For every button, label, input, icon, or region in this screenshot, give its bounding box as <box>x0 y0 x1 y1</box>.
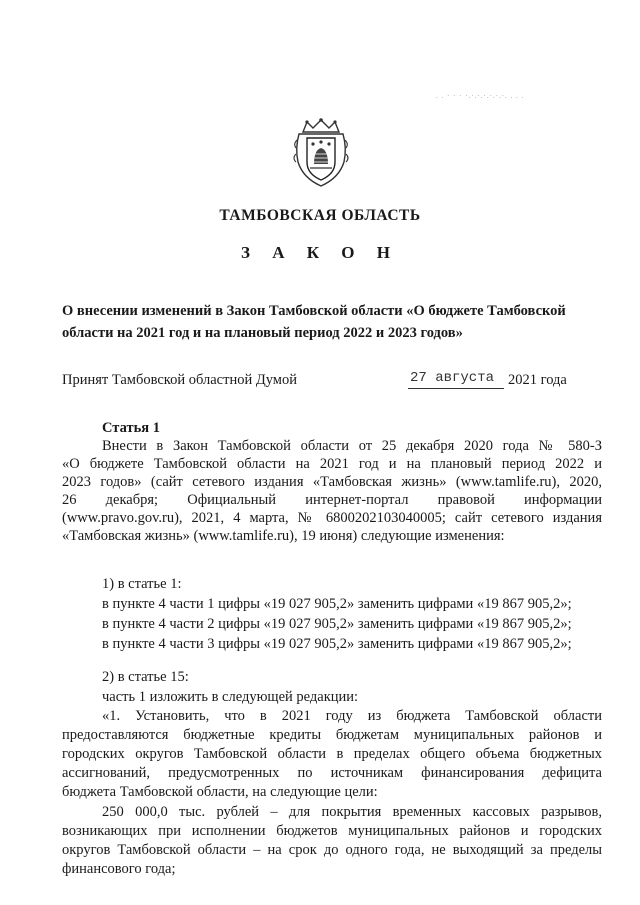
quote-line: предоставляются бюджетные кредиты бюджетам муниципальных районов и <box>62 727 602 743</box>
registration-stamp: . . · · · ·.·.·.·.·.·.·. . . . <box>436 92 525 100</box>
adopted-label: Принят Тамбовской областной Думой <box>62 372 297 388</box>
adopted-date-underline <box>408 388 504 389</box>
amount-line: возникающих при исполнении бюджетов муниципальных районов и городских <box>62 823 602 839</box>
article-intro-line: «О бюджете Тамбовской области на 2021 год и на плановый период 2022 и <box>62 456 602 472</box>
law-heading: О внесении изменений в Закон Тамбовской области «О бюджете Тамбовской области на 2021 год и на плановый период 2022 и 2023 годов» <box>62 303 566 341</box>
item-1-label: 1) в статье 1: <box>102 576 182 592</box>
item-2-label: 2) в статье 15: <box>102 669 189 685</box>
coat-of-arms-icon <box>293 118 349 188</box>
article-intro-line: (www.pravo.gov.ru), 2021, 4 марта, № 6800202103040005; сайт сетевого издания <box>62 510 602 526</box>
quote-line: бюджета Тамбовской области, на следующие цели: <box>62 784 378 800</box>
item-1-change: в пункте 4 части 1 цифры «19 027 905,2» заменить цифрами «19 867 905,2»; <box>102 596 572 612</box>
quote-line: «1. Установить, что в 2021 году из бюджета Тамбовской области <box>102 708 602 724</box>
article-intro-line: Внести в Закон Тамбовской области от 25 декабря 2020 года № 580-З <box>102 438 602 454</box>
article-title: Статья 1 <box>102 420 160 436</box>
article-intro-line: 26 декабря; Официальный интернет-портал правовой информации <box>62 492 602 508</box>
adopted-day-month: 27 августа <box>410 370 495 386</box>
document-type-title: З А К О Н <box>240 243 400 262</box>
region-title: ТАМБОВСКАЯ ОБЛАСТЬ <box>219 207 421 224</box>
item-1-change: в пункте 4 части 2 цифры «19 027 905,2» заменить цифрами «19 867 905,2»; <box>102 616 572 632</box>
item-2-part: часть 1 изложить в следующей редакции: <box>102 689 359 705</box>
quote-line: ассигнований, предусмотренных по источникам финансирования дефицита <box>62 765 602 781</box>
article-intro-line: «Тамбовская жизнь» (www.tamlife.ru), 19 июня) следующие изменения: <box>62 528 505 544</box>
adopted-year: 2021 года <box>508 372 567 388</box>
amount-line: финансового года; <box>62 861 176 877</box>
amount-line: округов Тамбовской области – на срок до одного года, не выходящий за пределы <box>62 842 602 858</box>
quote-line: городских округов Тамбовской области в пределах общего объема бюджетных <box>62 746 602 762</box>
article-intro-line: 2023 годов» (сайт сетевого издания «Тамбовская жизнь» (www.tamlife.ru), 2020, <box>62 474 602 490</box>
item-1-change: в пункте 4 части 3 цифры «19 027 905,2» заменить цифрами «19 867 905,2»; <box>102 636 572 652</box>
amount-line: 250 000,0 тыс. рублей – для покрытия временных кассовых разрывов, <box>102 804 602 820</box>
